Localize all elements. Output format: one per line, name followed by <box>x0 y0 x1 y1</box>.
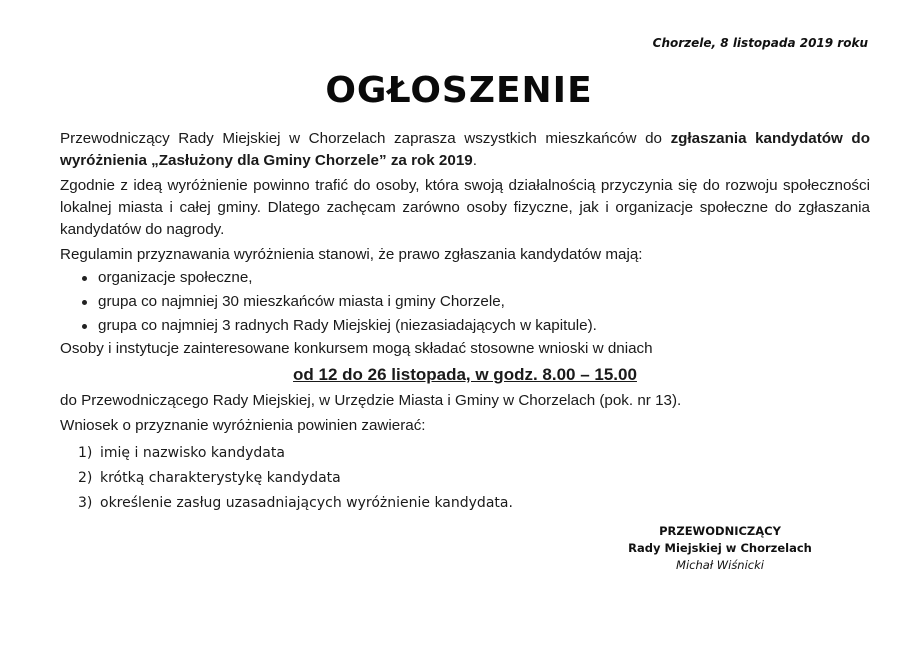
purpose-paragraph: Zgodnie z ideą wyróżnienie powinno trafić do osoby, która swoją działalnością przyczynia się do rozwoju społeczności lokalnej miasta i całej gminy. Dlatego zachęcam zarówno osoby fizyczne, jak i organizacje społeczne do zgłaszania kandydatów do nagrody. <box>60 177 870 238</box>
signature-block <box>600 523 840 574</box>
place-date: Chorzele, 8 listopada 2019 roku <box>652 36 868 50</box>
item-number: 1) <box>78 445 93 461</box>
submit-paragraph: Osoby i instytucje zainteresowane konkursem mogą składać stosowne wnioski w dniach <box>60 340 653 357</box>
intro-text: Przewodniczący Rady Miejskiej w Chorzelach zaprasza wszystkich mieszkańców do <box>60 130 671 147</box>
item-text: imię i nazwisko kandydata <box>100 445 285 461</box>
item-number: 2) <box>78 470 93 486</box>
list-item: grupa co najmniej 3 radnych Rady Miejskiej (niezasiadających w kapitule). <box>82 314 870 338</box>
announcement-body <box>60 128 870 516</box>
submission-dates: od 12 do 26 listopada, w godz. 8.00 – 15.00 <box>293 365 637 384</box>
eligible-list <box>60 266 870 338</box>
item-text: określenie zasług uzasadniających wyróżnienie kandydata. <box>100 495 513 511</box>
list-item <box>78 466 870 491</box>
list-item: grupa co najmniej 30 mieszkańców miasta i gminy Chorzele, <box>82 290 870 314</box>
intro-paragraph <box>60 128 870 172</box>
signature-body: Rady Miejskiej w Chorzelach <box>628 541 812 555</box>
intro-end: . <box>472 152 477 169</box>
item-text: krótką charakterystykę kandydata <box>100 470 341 486</box>
requirements-list <box>60 441 870 516</box>
contents-paragraph: Wniosek o przyznanie wyróżnienia powinien zawierać: <box>60 417 426 434</box>
signature-role: PRZEWODNICZĄCY <box>659 524 781 538</box>
list-item <box>78 491 870 516</box>
where-paragraph: do Przewodniczącego Rady Miejskiej, w Urzędzie Miasta i Gminy w Chorzelach (pok. nr 13). <box>60 392 682 409</box>
page-title: OGŁOSZENIE <box>325 70 593 111</box>
list-item: organizacje społeczne, <box>82 266 870 290</box>
list-item <box>78 441 870 466</box>
signature-name: Michał Wiśnicki <box>676 558 764 572</box>
intro-bold-text: zgłaszania kandydatów do wyróżnienia „Zasłużony dla Gminy Chorzele” za rok 2019 <box>60 130 870 169</box>
rules-paragraph: Regulamin przyznawania wyróżnienia stanowi, że prawo zgłaszania kandydatów mają: <box>60 246 643 263</box>
item-number: 3) <box>78 495 93 511</box>
